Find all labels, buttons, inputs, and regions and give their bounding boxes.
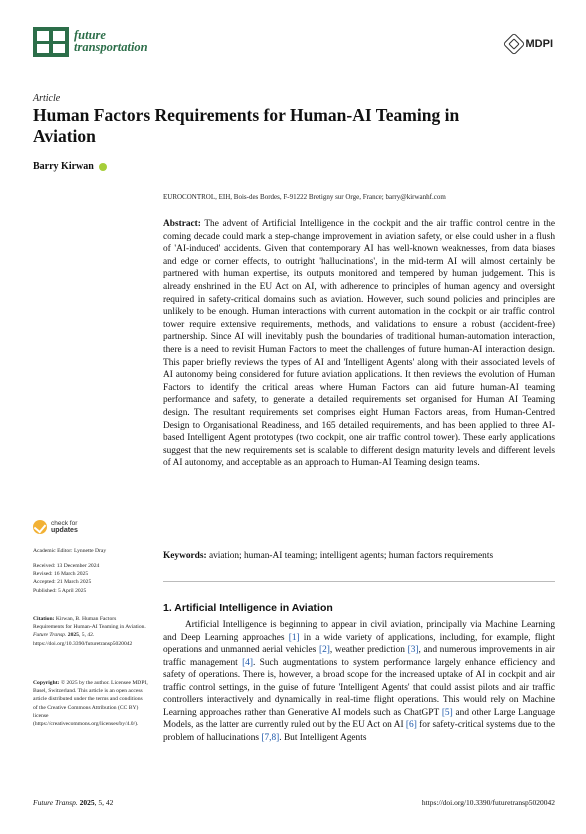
- reference-link[interactable]: [1]: [288, 632, 300, 643]
- journal-name-line1: future: [74, 28, 106, 42]
- keywords-text: aviation; human-AI teaming; intelligent agents; human factors requirements: [208, 551, 494, 561]
- journal-logo: [33, 27, 69, 57]
- keywords-label: Keywords:: [163, 551, 207, 561]
- citation-journal: Future Transp.: [33, 632, 67, 639]
- author-name[interactable]: Barry Kirwan: [33, 161, 94, 172]
- text-run: Artificial Intelligence is beginning to appear in civil aviation, principally via Machine Learning and Deep Learning approaches: [163, 620, 555, 643]
- footer-citation: [33, 798, 113, 807]
- publisher-logo: [506, 36, 554, 52]
- text-run: in a wide variety of applications, including, for example, flight operations and unmanned aerial vehicles: [163, 632, 555, 655]
- paragraph: [163, 619, 555, 744]
- footer-volume: , 5, 42: [94, 798, 114, 807]
- divider: [163, 581, 555, 582]
- citation-doi[interactable]: , 5, 42. https://doi.org/10.3390/futuretransp5020042: [33, 632, 133, 647]
- orcid-icon[interactable]: [99, 163, 107, 171]
- copyright: [33, 679, 148, 728]
- reference-link[interactable]: [6]: [405, 720, 417, 730]
- text-run: . Such augmentations to system performance largely enhance efficiency and safety of operations. There is, however, a broad scope for the increased uptake of AI in cockpit and air traffic control settings, in the guise of future 'Intelligent Agents' that could assist pilots and air traffic controllers interactively and dynamically in real-time flight operations. This would rely on Machine Learning approaches rather than Generative AI models such as ChatGPT: [163, 657, 555, 718]
- footer-year: 2025: [79, 798, 95, 807]
- copyright-label: Copyright:: [33, 680, 60, 686]
- citation-year: 2025: [67, 632, 79, 639]
- check-line1: check for: [51, 520, 78, 527]
- reference-link[interactable]: [3]: [407, 645, 419, 655]
- reference-link[interactable]: [5]: [441, 707, 453, 718]
- citation-label: Citation:: [33, 616, 55, 622]
- text-run: and other Large Language Models, as the latter are currently ruled out by the EU Act on AI: [163, 707, 555, 730]
- citation-text: Kirwan, B. Human Factors Requirements for Human-AI Teaming in Aviation.: [33, 616, 146, 631]
- check-line2: updates: [51, 527, 78, 534]
- check-icon: [33, 520, 47, 534]
- citation: [33, 615, 148, 648]
- affiliation: EUROCONTROL, EIH, Bois-des Bordes, F-91222 Bretigny sur Orge, France; barry@kirwanhf.com: [163, 193, 446, 201]
- date-published: Published: 5 April 2025: [33, 587, 87, 594]
- abstract: [163, 218, 555, 470]
- journal-name: [74, 29, 148, 53]
- author: [33, 161, 107, 172]
- reference-link[interactable]: [4]: [242, 657, 253, 668]
- footer-doi[interactable]: https://doi.org/10.3390/futuretransp5020042: [421, 798, 555, 807]
- mdpi-icon: [502, 33, 525, 56]
- academic-editor: Academic Editor: Lynnette Dray: [33, 548, 107, 554]
- publisher-name: MDPI: [525, 38, 553, 50]
- article-title: Human Factors Requirements for Human-AI Teaming in Aviation: [33, 105, 460, 146]
- footer-journal: Future Transp.: [33, 798, 78, 807]
- text-run: , weather prediction: [329, 645, 408, 655]
- date-accepted: Accepted: 21 March 2025: [33, 579, 92, 586]
- abstract-label: Abstract:: [163, 219, 201, 229]
- copyright-text: © 2025 by the author. Licensee MDPI, Basel, Switzerland. This article is an open access article distributed under the terms and conditions of the Creative Commons Attribution (CC BY) license (https://creativecommons.org/licenses/by/4.0/).: [33, 680, 148, 728]
- text-run: for safety-critical systems due to the problem of hallucinations: [163, 720, 555, 743]
- reference-link[interactable]: [2]: [318, 645, 330, 655]
- journal-name-line2: transportation: [74, 40, 148, 54]
- dates: [33, 562, 148, 595]
- abstract-text: The advent of Artificial Intelligence in the cockpit and the air traffic control centre in the coming decade could mark a step-change improvement in aviation safety, or else could usher in a flush of 'AI-induced' accidents. Given that contemporary AI has well-known weaknesses, from data biases and edge or corner effects, to outright 'hallucinations', in the mid-term AI will almost certainly be partnered with human expertise, its outputs monitored and tempered by human judgement. This is already enshrined in the EU Act on AI, with adherence to principles of human agency and oversight required in safety-critical domains such as aviation. However, such sound policies and principles are unlikely to be enough. Human interactions with current automation in the cockpit or air traffic control tower require extensive requirements, methods, and validations to ensure a robust (accident-free) partnership. Since AI will inevitably push the boundaries of traditional human-automation interaction, there is a need to revisit Human Factors to meet the challenges of future human-AI interaction design. This paper briefly reviews the types of AI and 'Intelligent Agents' along with their associated levels of AI autonomy being considered for future aviation applications. It then reviews the evolution of Human Factors to identify the critical areas where Human Factors can aid future human-AI teaming performance and safety, to generate a detailed requirements set organised for Human AI Teaming design. The resultant requirements set comprises eight Human Factors areas, from Human-Centred Design to Organisational Readiness, and 165 detailed requirements, and has been applied to three AI-based Intelligent Agent prototypes (two cockpit, one air traffic control tower). These early applications suggest that the new requirements set is scalable to different design maturity levels and different levels of AI autonomy, and acceptable as an approach to Human-AI Teaming design teams.: [163, 219, 555, 469]
- text-run: , and numerous improvements in air traffic management: [163, 645, 556, 668]
- date-received: Received: 13 December 2024: [33, 563, 100, 569]
- article-type: Article: [33, 93, 61, 104]
- date-revised: Revised: 16 March 2025: [33, 571, 89, 578]
- check-for-updates-text: [51, 520, 78, 534]
- reference-link[interactable]: [7,8]: [261, 732, 280, 743]
- keywords: [163, 550, 555, 563]
- section-body: [163, 619, 555, 744]
- section-heading: 1. Artificial Intelligence in Aviation: [163, 602, 333, 614]
- text-run: . But Intelligent Agents: [279, 732, 367, 743]
- check-for-updates-badge[interactable]: [33, 520, 78, 534]
